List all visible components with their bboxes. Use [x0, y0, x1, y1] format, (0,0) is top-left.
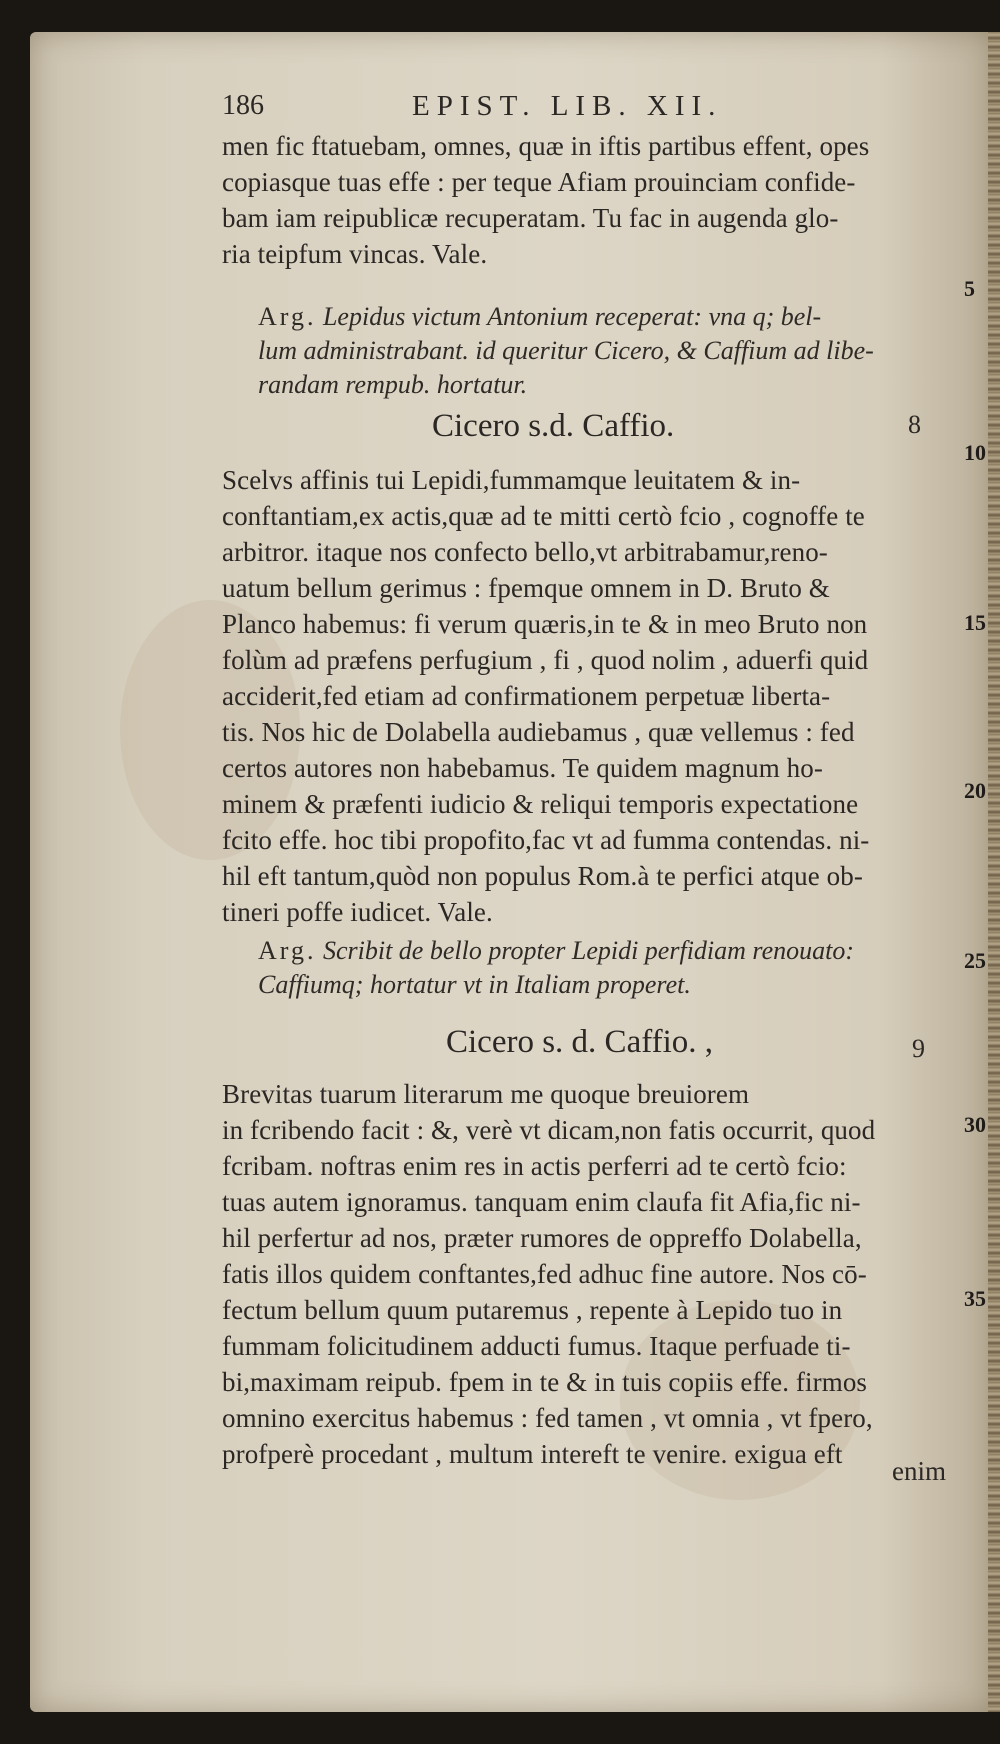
- text-line: tis. Nos hic de Dolabella audiebamus , quæ vellemus : fed: [222, 717, 855, 747]
- text-line: in fcribendo facit : &, verè vt dicam,non fatis occurrit, quod: [222, 1115, 876, 1145]
- text-line: fcito effe. hoc tibi propofito,fac vt ad fumma contendas. ni-: [222, 825, 870, 855]
- margin-line-number: 35: [964, 1286, 986, 1311]
- argument-1: [258, 300, 948, 402]
- text-line: Brevitas tuarum literarum me quoque breuiorem: [222, 1079, 750, 1109]
- margin-line-number: 10: [964, 440, 986, 465]
- argument-line: randam rempub. hortatur.: [258, 370, 528, 399]
- text-line: uatum bellum gerimus : fpemque omnem in D. Bruto &: [222, 573, 830, 603]
- text-line: certos autores non habebamus. Te quidem magnum ho-: [222, 753, 823, 783]
- argument-line: Caffiumq; hortatur vt in Italiam properet.: [258, 970, 691, 999]
- text-line: conftantiam,ex actis,quæ ad te mitti certò fcio , cognoffe te: [222, 501, 865, 531]
- running-title: EPIST. LIB. XII.: [412, 90, 723, 122]
- letter-number: 9: [912, 1034, 925, 1063]
- text-line: fcribam. noftras enim res in actis perferri ad te certò fcio:: [222, 1151, 847, 1181]
- text-line: fatis illos quidem conftantes,fed adhuc fine autore. Nos cō-: [222, 1259, 867, 1289]
- letter-9-body: [222, 1076, 952, 1472]
- text-line: fummam folicitudinem adducti fumus. Itaque perfuade ti-: [222, 1331, 851, 1361]
- margin-line-number: 5: [964, 276, 975, 301]
- argument-2: [258, 934, 948, 1002]
- text-line: acciderit,fed etiam ad confirmationem perpetuæ liberta-: [222, 681, 831, 711]
- page-edge: [988, 32, 1000, 1712]
- text-line: folùm ad præfens perfugium , fi , quod nolim , aduerfi quid: [222, 645, 869, 675]
- text-line: omnino exercitus habemus : fed tamen , vt omnia , vt fpero,: [222, 1403, 873, 1433]
- letter-heading: Cicero s.d. Caffio.: [432, 408, 675, 444]
- text-line: profperè procedant , multum intereft te venire. exigua eft: [222, 1439, 843, 1469]
- catchword: enim: [892, 1456, 946, 1486]
- opening-text: [222, 128, 952, 272]
- text-line: copiasque tuas effe : per teque Afiam prouinciam confide-: [222, 167, 856, 197]
- text-line: Scelvs affinis tui Lepidi,fummamque leuitatem & in-: [222, 465, 801, 495]
- letter-heading: Cicero s. d. Caffio. ,: [446, 1024, 714, 1060]
- text-line: fectum bellum quum putaremus , repente à Lepido tuo in: [222, 1295, 843, 1325]
- text-line: minem & præfenti iudicio & reliqui temporis expectatione: [222, 789, 859, 819]
- argument-line: Arg. Scribit de bello propter Lepidi perfidiam renouato:: [258, 936, 854, 965]
- margin-line-number: 20: [964, 778, 986, 803]
- text-line: bi,maximam reipub. fpem in te & in tuis copiis effe. firmos: [222, 1367, 868, 1397]
- letter-number: 8: [908, 410, 921, 439]
- margin-line-number: 15: [964, 610, 986, 635]
- margin-line-number: 30: [964, 1112, 986, 1137]
- letter-8-body: [222, 462, 952, 930]
- text-line: ria teipfum vincas. Vale.: [222, 239, 488, 269]
- argument-line: lum administrabant. id queritur Cicero, & Caffium ad libe-: [258, 336, 874, 365]
- text-line: hil perfertur ad nos, præter rumores de oppreffo Dolabella,: [222, 1223, 862, 1253]
- text-line: hil eft tantum,quòd non populus Rom.à te perfici atque ob-: [222, 861, 863, 891]
- text-line: Planco habemus: fi verum quæris,in te & in meo Bruto non: [222, 609, 868, 639]
- margin-line-number: 25: [964, 948, 986, 973]
- text-line: bam iam reipublicæ recuperatam. Tu fac in augenda glo-: [222, 203, 839, 233]
- text-line: men fic ftatuebam, omnes, quæ in iftis partibus effent, opes: [222, 131, 870, 161]
- argument-line: Arg. Lepidus victum Antonium receperat: vna q; bel-: [258, 302, 822, 331]
- text-line: tineri poffe iudicet. Vale.: [222, 897, 493, 927]
- text-line: tuas autem ignoramus. tanquam enim claufa fit Afia,fic ni-: [222, 1187, 861, 1217]
- argument-tag: Arg.: [258, 302, 317, 331]
- argument-tag: Arg.: [258, 936, 317, 965]
- running-header: [222, 90, 782, 130]
- text-line: arbitror. itaque nos confecto bello,vt arbitrabamur,reno-: [222, 537, 828, 567]
- page-number: 186: [222, 90, 264, 121]
